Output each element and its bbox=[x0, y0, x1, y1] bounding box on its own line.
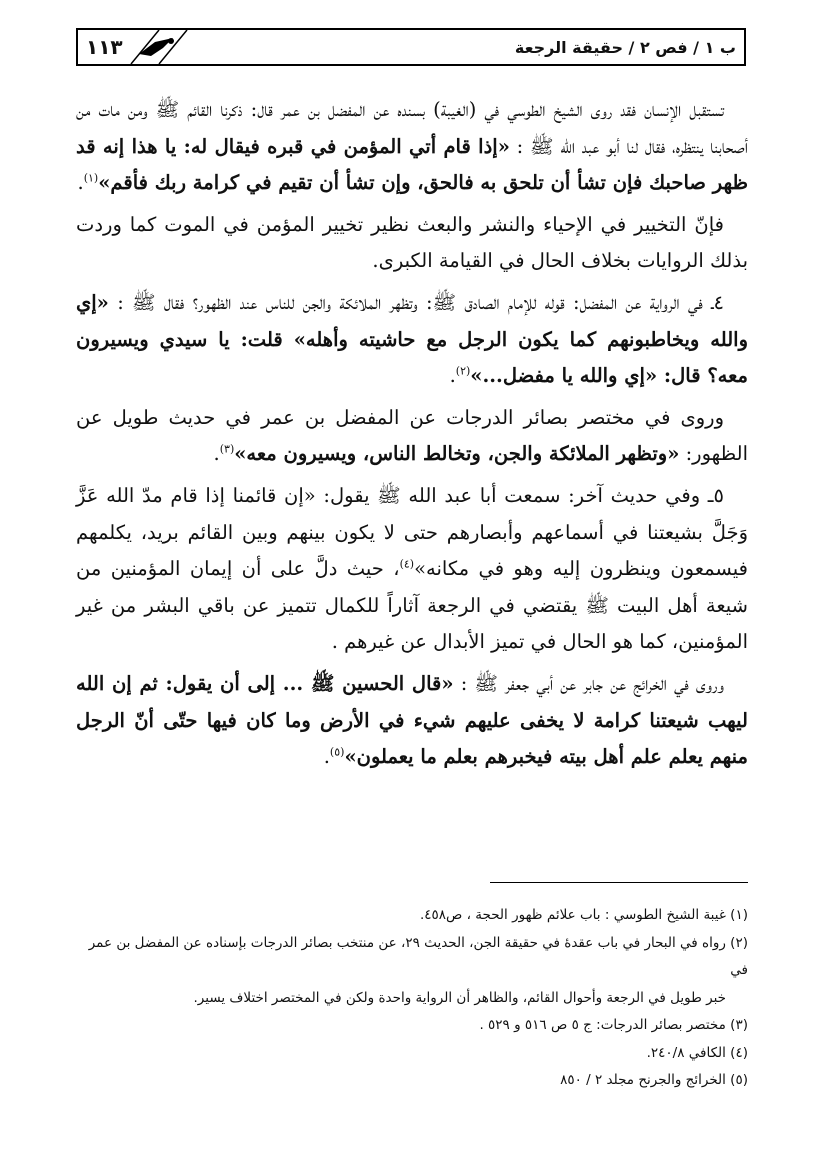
page-number-box bbox=[78, 30, 189, 64]
footnotes bbox=[76, 902, 748, 1095]
paragraph: ٥ـ وفي حديث آخر: سمعت أبا عبد الله ﷺ يقول: «إن قائمنا إذا قام مدّ الله عَزَّ وَجَلَّ بشيعتنا في أسماعهم وأبصارهم حتى لا يكون بينهم وبين القائم بريد، يكلمهم فيسمعون وينظرون إليه وهو في مكانه»$^{(٤)}$، حيث دلَّ على أن إيمان المؤمنين من شيعة أهل البيت ﷺ يقتضي في الرجعة آثاراً للكمال تتميز عن باقي البشر من غير المؤمنين، كما هو الحال في تميز الأبدال عن غيرهم . bbox=[76, 483, 748, 654]
quote: «إذا قام أتي المؤمن في قبره فيقال له: يا هذا إنه قد ظهر صاحبك فإن تشأ أن تلحق به فالحق، وإن تشأ أن تقيم في كرامة ربك فأقم» bbox=[76, 134, 748, 195]
footnote-ref: (٢) bbox=[455, 364, 471, 378]
paragraph: وروى في الخرائج عن جابر عن أبي جعفر ﷺ : «قال الحسين ﷺ ... إلى أن يقول: ثم إن الله ليهب شيعتنا كرامة لا يخفى عليهم شيء في الأرض وما كان فيها حتّى أنّ الرجل منهم يعلم علم أهل بيته فيخبرهم بعلم ما يعملون»$^{(٥)}$. bbox=[76, 671, 748, 769]
quill-ornament-icon bbox=[129, 30, 189, 64]
footnote-continuation: خبر طويل في الرجعة وأحوال القائم، والظاهر أن الرواية واحدة ولكن في المختصر اختلاف يسير. bbox=[193, 989, 726, 1006]
main-text bbox=[76, 92, 748, 781]
paragraph: ٤ـ في الرواية عن المفضل: قوله للإمام الصادق ﷺ: وتظهر الملائكة والجن للناس عند الظهور؟ فقال ﷺ : «إي والله ويخاطبونهم كما يكون الرجل مع حاشيته وأهله» قلت: يا سيدي ويسيرون معه؟ قال: «إي والله يا مفضل...»$^{(٢)}$. bbox=[76, 290, 748, 388]
footnote: (١) غيبة الشيخ الطوسي : باب علائم ظهور الحجة ، ص٤٥٨. bbox=[419, 907, 748, 923]
paragraph: تستقبل الإنسان فقد روى الشيخ الطوسي في (الغيبة) بسنده عن المفضل بن عمر قال: ذكرنا القائم ﷺ ومن مات من أصحابنا ينتظره، فقال لنا أبو عبد الله ﷺ : «إذا قام أتي المؤمن في قبره فيقال له: يا هذا إنه قد ظهر صاحبك فإن تشأ أن تلحق به فالحق، وإن تشأ أن تقيم في كرامة ربك فأقم»$^{(١)}$. bbox=[76, 98, 748, 195]
page-number: ١١٣ bbox=[86, 35, 123, 59]
footnote-separator bbox=[490, 882, 748, 883]
footnote-ref: (٥) bbox=[329, 745, 345, 759]
paragraph: وروى في مختصر بصائر الدرجات عن المفضل بن عمر في حديث طويل عن الظهور: «وتظهر الملائكة والجن، وتخالط الناس، ويسيرون معه»$^{(٣)}$. bbox=[76, 405, 748, 466]
chapter-title: ب ١ / فص ٢ / حقيقة الرجعة bbox=[514, 37, 736, 57]
quote: «قال الحسين ﷺ ... إلى أن يقول: ثم إن الله ليهب شيعتنا كرامة لا يخفى عليهم شيء في الأرض وما كان فيها حتّى أنّ الرجل منهم يعلم علم أهل بيته فيخبرهم بعلم ما يعملون» bbox=[76, 671, 748, 769]
footnote: (٥) الخرائج والجرنح مجلد ٢ / ٨٥٠ bbox=[560, 1072, 748, 1088]
footnote-ref: (٤) bbox=[399, 557, 415, 571]
footnote-ref: (٣) bbox=[219, 442, 235, 456]
running-header bbox=[76, 28, 746, 66]
footnote: (٢) رواه في البحار في باب عقدهٔ في حقيقة الجن، الحديث ٢٩، عن منتخب بصائر الدرجات بإسناده عن المفضل بن عمر في bbox=[88, 934, 748, 978]
footnote-ref: (١) bbox=[83, 171, 99, 185]
footnote: (٤) الكافي ٢٤٠/٨. bbox=[646, 1044, 748, 1061]
quote: «وتظهر الملائكة والجن، وتخالط الناس، ويسيرون معه» bbox=[234, 442, 680, 466]
quote: «إي والله ويخاطبونهم كما يكون الرجل مع حاشيته وأهله» قلت: يا سيدي ويسيرون معه؟ قال: «إي والله يا مفضل...» bbox=[76, 290, 748, 388]
paragraph: فإنّ التخيير في الإحياء والنشر والبعث نظير تخيير المؤمن في الموت كما وردت بذلك الروايات بخلاف الحال في القيامة الكبرى. bbox=[76, 212, 748, 273]
footnote: (٣) مختصر بصائر الدرجات: ج ٥ ص ٥١٦ و ٥٢٩ . bbox=[479, 1017, 748, 1033]
